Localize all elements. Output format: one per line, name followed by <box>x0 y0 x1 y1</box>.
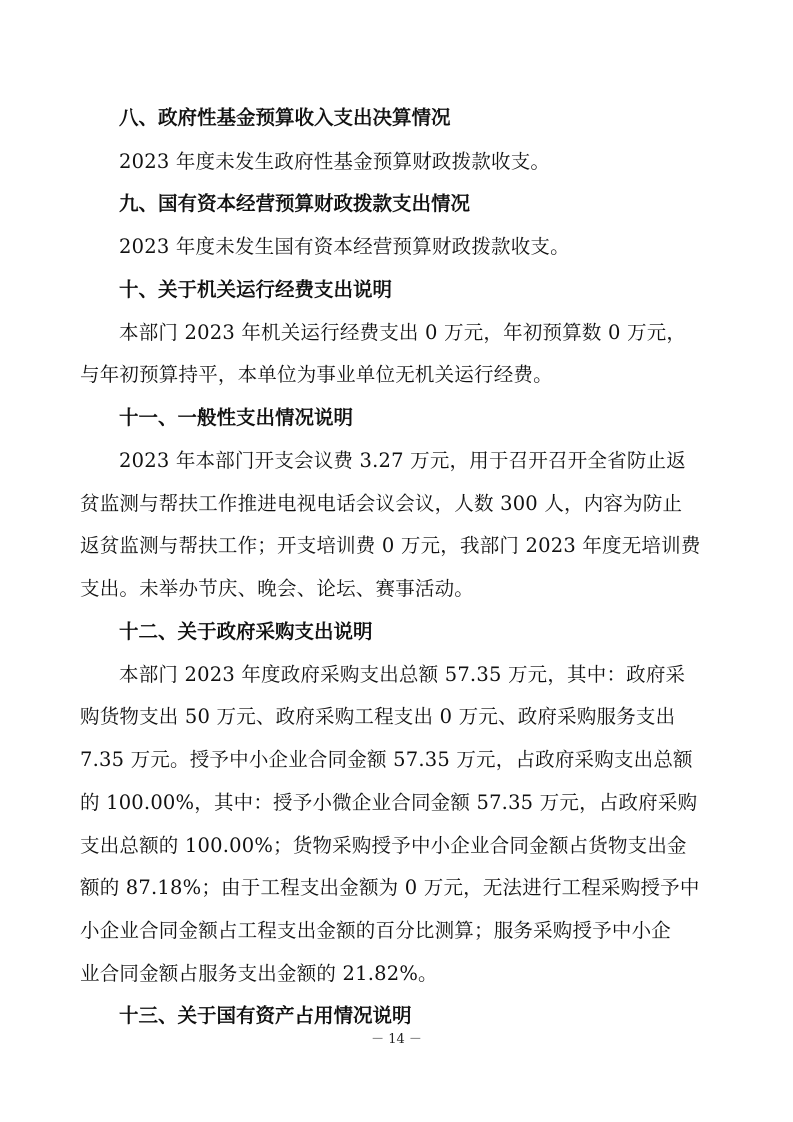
paragraph-line: 支出总额的 100.00%；货物采购授予中小企业合同金额占货物支出金 <box>80 834 687 857</box>
paragraph-line: 业合同金额占服务支出金额的 21.82%。 <box>80 962 438 985</box>
paragraph-line: 7.35 万元。授予中小企业合同金额 57.35 万元，占政府采购支出总额 <box>80 748 693 771</box>
section-heading-12: 十二、关于政府采购支出说明 <box>119 620 373 643</box>
section-heading-8: 八、政府性基金预算收入支出决算情况 <box>119 106 451 129</box>
paragraph-line: 本部门 2023 年机关运行经费支出 0 万元，年初预算数 0 万元， <box>119 321 687 344</box>
paragraph-line: 贫监测与帮扶工作推进电视电话会议会议，人数 300 人，内容为防止 <box>80 492 683 515</box>
paragraph-line: 与年初预算持平，本单位为事业单位无机关运行经费。 <box>80 363 553 386</box>
paragraph-line: 购货物支出 50 万元、政府采购工程支出 0 万元、政府采购服务支出 <box>80 705 676 728</box>
paragraph-line: 2023 年度未发生政府性基金预算财政拨款收支。 <box>119 150 551 173</box>
page-number: － 14 － <box>371 1032 422 1047</box>
section-heading-13: 十三、关于国有资产占用情况说明 <box>119 1004 412 1027</box>
paragraph-line: 额的 87.18%；由于工程支出金额为 0 万元，无法进行工程采购授予中 <box>80 876 700 899</box>
paragraph-line: 小企业合同金额占工程支出金额的百分比测算；服务采购授予中小企 <box>80 919 672 942</box>
section-heading-10: 十、关于机关运行经费支出说明 <box>119 278 393 301</box>
paragraph-line: 2023 年度未发生国有资本经营预算财政拨款收支。 <box>119 235 570 258</box>
section-heading-11: 十一、一般性支出情况说明 <box>119 406 354 429</box>
paragraph-line: 的 100.00%，其中：授予小微企业合同金额 57.35 万元，占政府采购 <box>80 791 698 814</box>
paragraph-line: 返贫监测与帮扶工作；开支培训费 0 万元，我部门 2023 年度无培训费 <box>80 534 701 557</box>
section-heading-9: 九、国有资本经营预算财政拨款支出情况 <box>119 192 471 215</box>
paragraph-line: 本部门 2023 年度政府采购支出总额 57.35 万元，其中：政府采 <box>119 663 686 686</box>
paragraph-line: 支出。未举办节庆、晚会、论坛、赛事活动。 <box>80 577 475 600</box>
paragraph-line: 2023 年本部门开支会议费 3.27 万元，用于召开召开全省防止返 <box>119 449 686 472</box>
